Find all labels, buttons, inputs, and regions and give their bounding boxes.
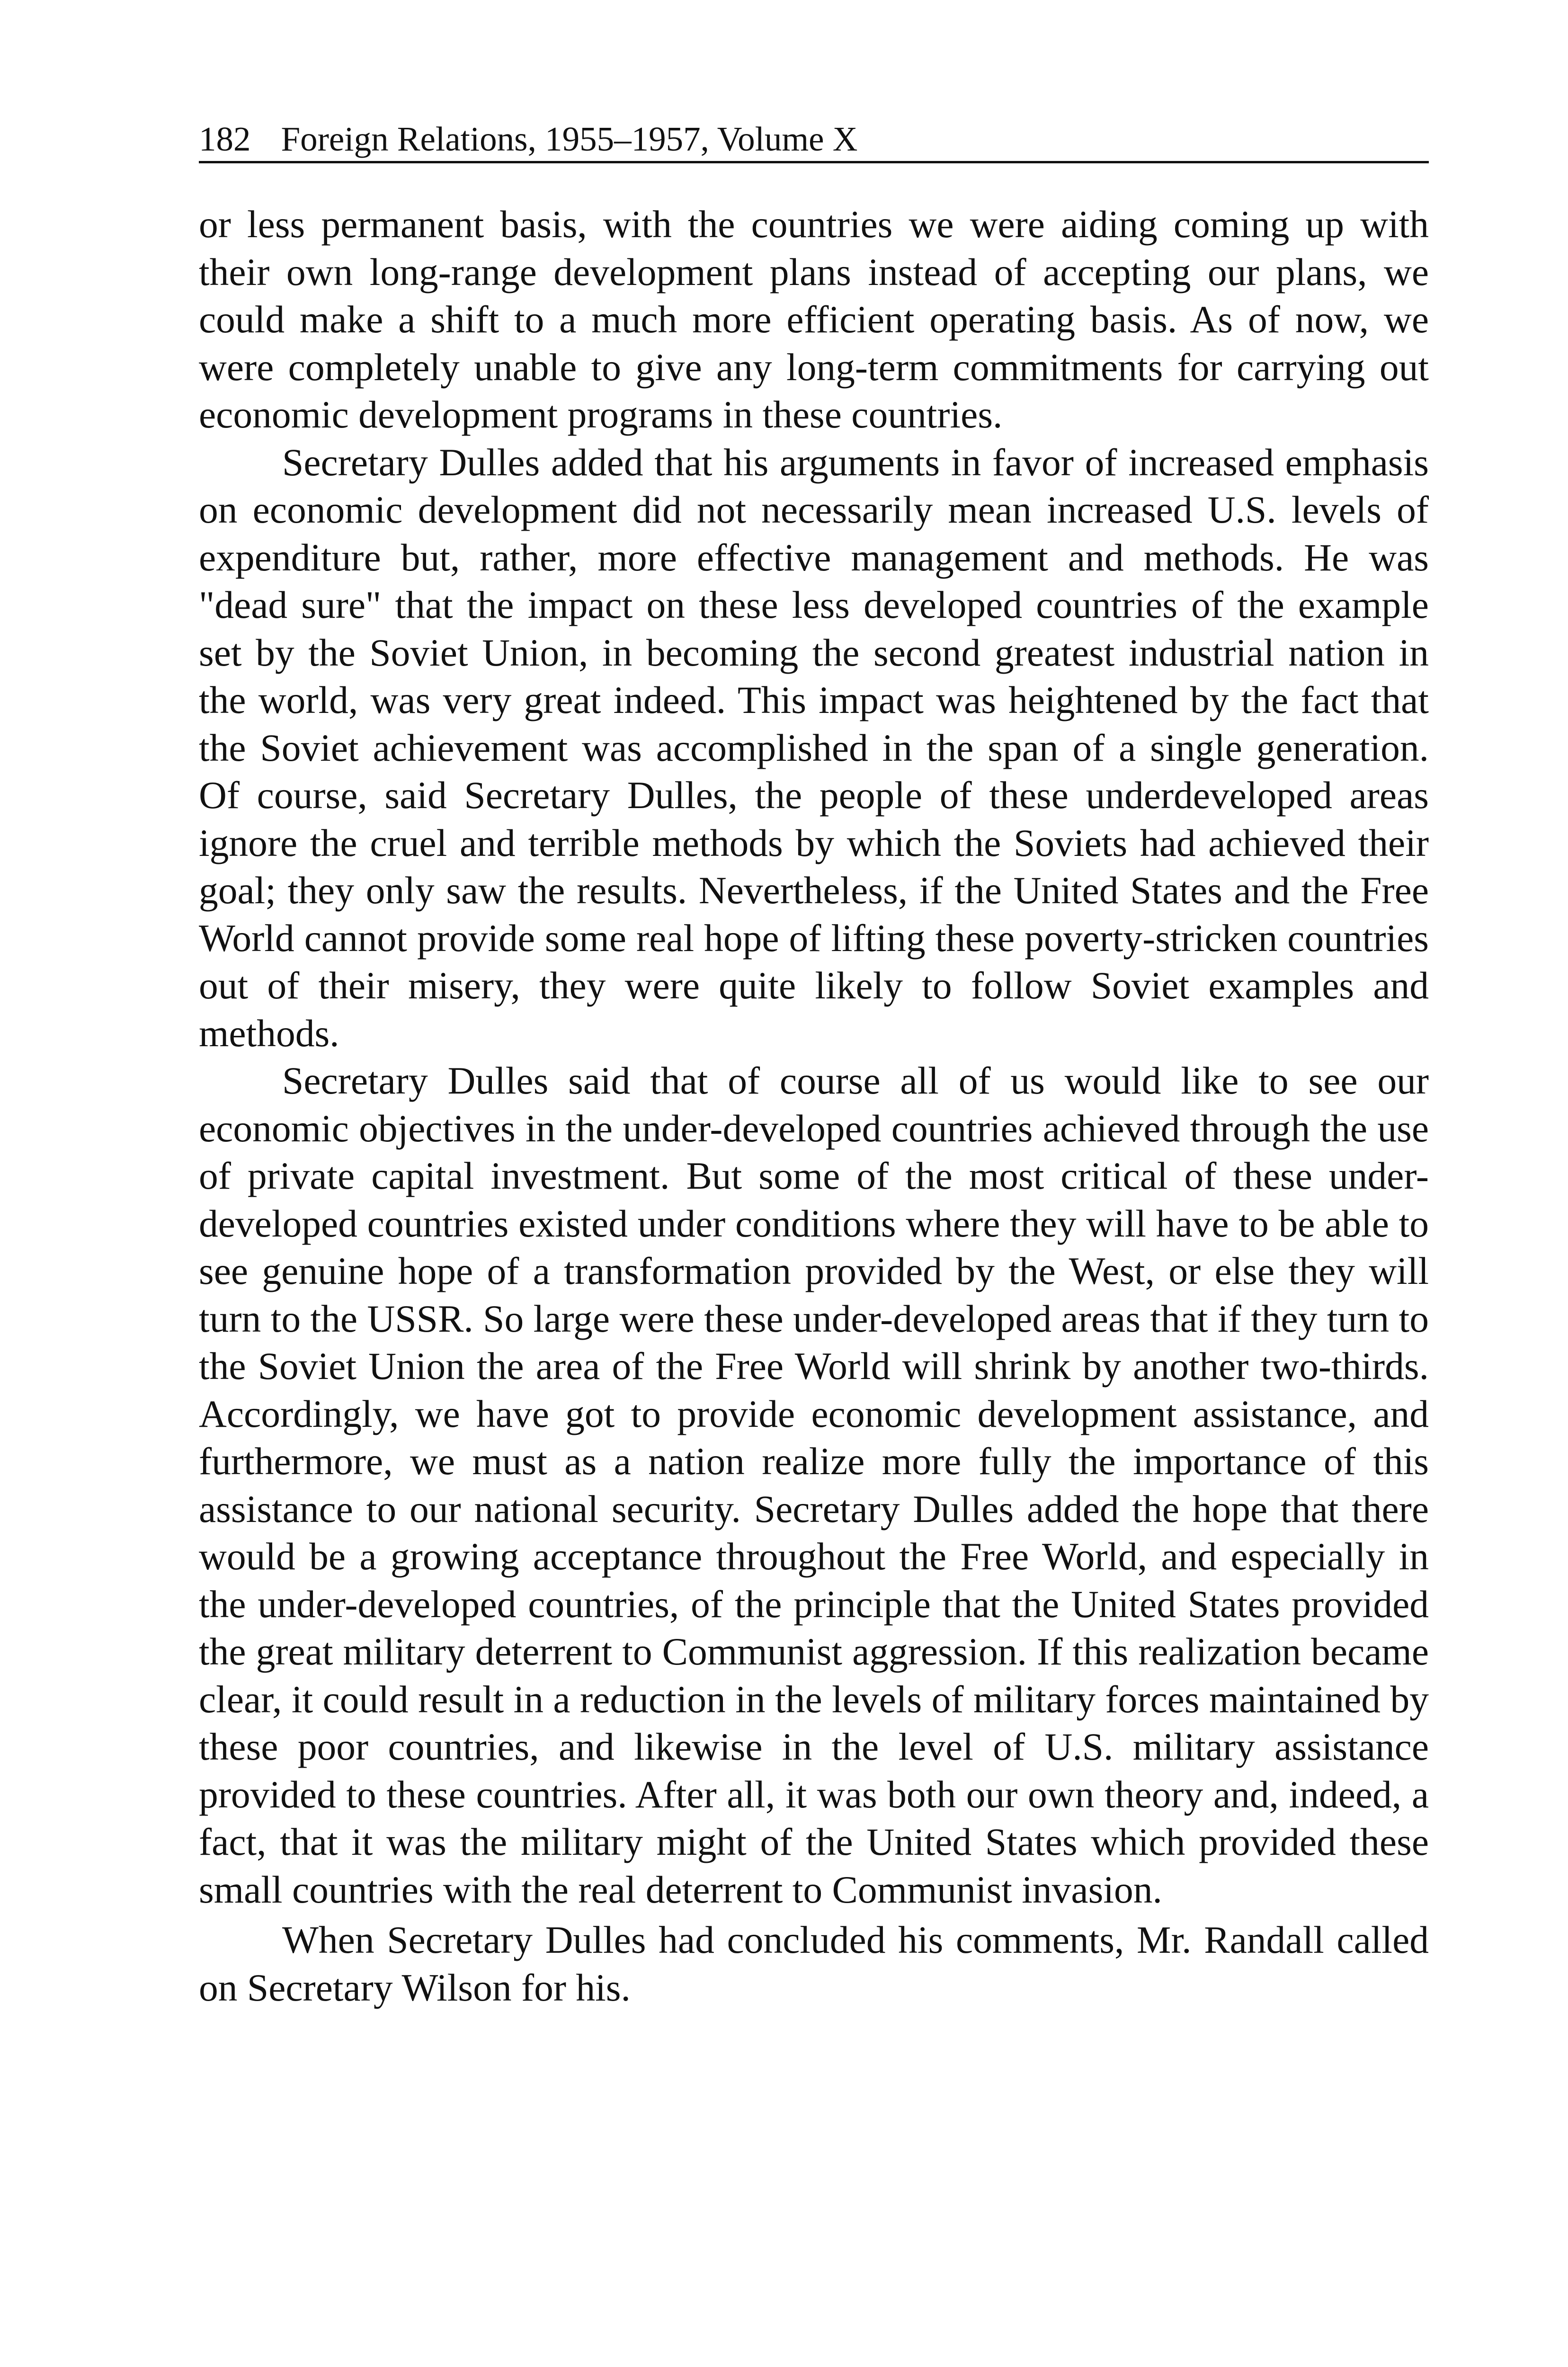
running-header bbox=[199, 117, 1429, 163]
paragraph-continued: or less permanent basis, with the countries we were aiding coming up with their own long-range development plans instead of accepting our plans, we could make a shift to a much more efficient operating basis. As of now, we were completely unable to give any long-term commitments for carrying out economic development programs in these countries. bbox=[199, 203, 1429, 436]
body-text bbox=[199, 201, 1429, 2011]
paragraph: Secretary Dulles said that of course all of us would like to see our economic objectives in the under-developed countries achieved through the use of private capital investment. But some of the most critical of these under-developed countries existed under conditions where they will have to be able to see genuine hope of a transformation provided by the West, or else they will turn to the USSR. So large were these under-developed areas that if they turn to the Soviet Union the area of the Free World will shrink by another two-thirds. Accordingly, we have got to provide economic development assistance, and furthermore, we must as a nation realize more fully the importance of this assistance to our national security. Secretary Dulles added the hope that there would be a growing acceptance throughout the Free World, and especially in the under-developed countries, of the principle that the United States provided the great military deterrent to Communist aggression. If this realization became clear, it could result in a reduction in the levels of military forces maintained by these poor countries, and likewise in the level of U.S. military assistance provided to these countries. After all, it was both our own theory and, indeed, a fact, that it was the military might of the United States which provided these small countries with the real deterrent to Communist invasion. bbox=[199, 1059, 1429, 1911]
paragraph: Secretary Dulles added that his arguments in favor of increased emphasis on economic development did not necessarily mean increased U.S. levels of expenditure but, rather, more effective management and methods. He was "dead sure" that the impact on these less developed countries of the example set by the Soviet Union, in becoming the second greatest industrial nation in the world, was very great indeed. This impact was heightened by the fact that the Soviet achievement was accomplished in the span of a single generation. Of course, said Secretary Dulles, the people of these underdeveloped areas ignore the cruel and terrible methods by which the Soviets had achieved their goal; they only saw the results. Nevertheless, if the United States and the Free World cannot provide some real hope of lifting these poverty-stricken countries out of their misery, they were quite likely to follow Soviet examples and methods. bbox=[199, 440, 1429, 1055]
page-number: 182 bbox=[199, 120, 251, 158]
paragraph: When Secretary Dulles had concluded his comments, Mr. Randall called on Secretary Wilson for his. bbox=[199, 1918, 1429, 2009]
running-title: Foreign Relations, 1955–1957, Volume X bbox=[281, 120, 858, 158]
